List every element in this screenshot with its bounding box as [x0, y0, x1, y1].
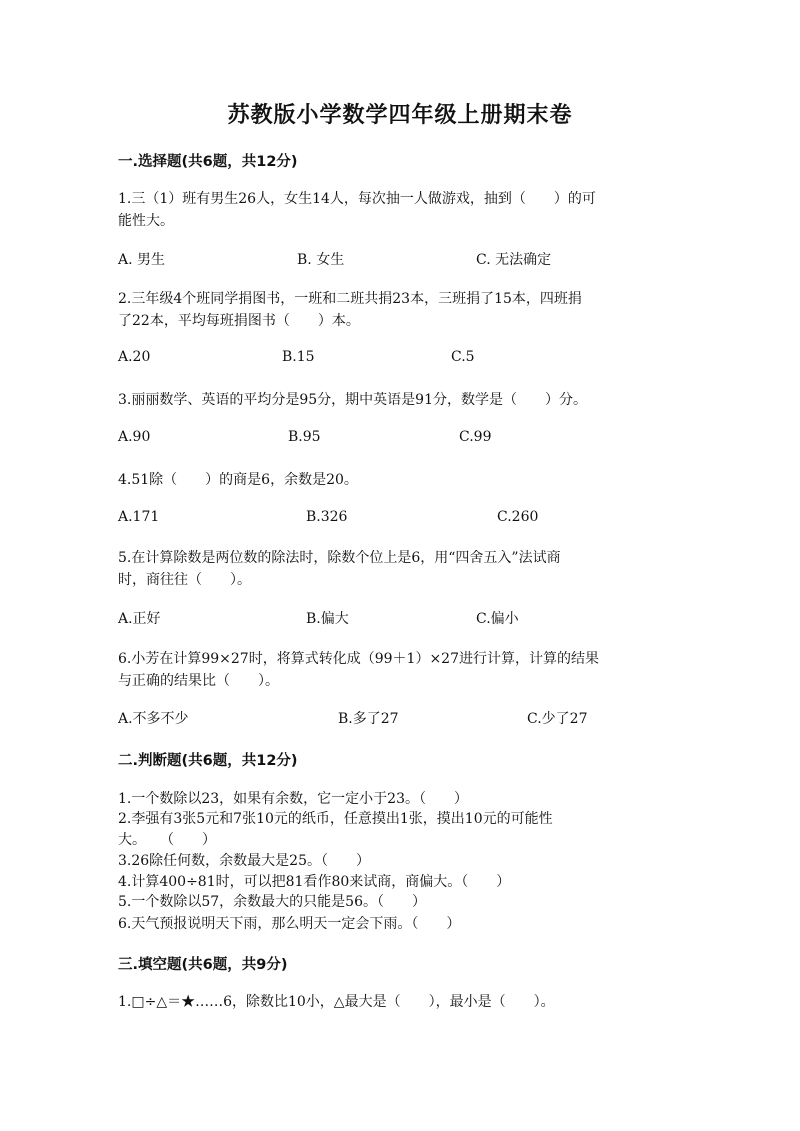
question-4-option-c: C.260 — [497, 509, 539, 525]
question-5-option-a: A.正好 — [118, 611, 161, 627]
section-heading-fill-blank: 三.填空题(共6题，共9分) — [118, 957, 288, 973]
section-heading-choice: 一.选择题(共6题，共12分) — [118, 154, 298, 170]
section-heading-true-false: 二.判断题(共6题，共12分) — [118, 753, 298, 769]
question-1-line-1: 1.三（1）班有男生26人，女生14人，每次抽一人做游戏，抽到（ ）的可 — [118, 191, 596, 207]
question-1-option-a: A. 男生 — [118, 252, 166, 268]
question-5-option-c: C.偏小 — [476, 611, 519, 627]
question-2-line-1: 2.三年级4个班同学捐图书，一班和二班共捐23本，三班捐了15本，四班捐 — [118, 291, 582, 307]
question-4-line-1: 4.51除（ ）的商是6，余数是20。 — [118, 472, 358, 488]
question-6-option-a: A.不多不少 — [118, 711, 189, 727]
judge-line-5: 4.计算400÷81时，可以把81看作80来试商，商偏大。（ ） — [118, 874, 511, 890]
fill-blank-line-1: 1.□÷△＝★……6，除数比10小，△最大是（ ），最小是（ ）。 — [118, 994, 555, 1010]
question-4-option-a: A.171 — [118, 509, 160, 525]
question-3-option-c: C.99 — [459, 429, 492, 445]
question-6-option-c: C.少了27 — [527, 711, 588, 727]
question-3-line-1: 3.丽丽数学、英语的平均分是95分，期中英语是91分，数学是（ ）分。 — [118, 392, 587, 408]
question-4-option-b: B.326 — [306, 509, 348, 525]
question-5-option-b: B.偏大 — [306, 611, 349, 627]
question-1-option-c: C. 无法确定 — [476, 252, 552, 268]
question-2-option-c: C.5 — [451, 349, 475, 365]
judge-line-2: 2.李强有3张5元和7张10元的纸币，任意摸出1张，摸出10元的可能性 — [118, 811, 553, 827]
question-5-line-1: 5.在计算除数是两位数的除法时，除数个位上是6，用“四舍五入”法试商 — [118, 550, 561, 566]
question-1-line-2: 能性大。 — [118, 213, 174, 229]
judge-line-3: 大。 （ ） — [118, 832, 216, 848]
question-2-option-a: A.20 — [118, 349, 151, 365]
question-5-line-2: 时，商往往（ ）。 — [118, 572, 251, 588]
page-title: 苏教版小学数学四年级上册期末卷 — [227, 102, 573, 128]
question-1-option-b: B. 女生 — [297, 252, 345, 268]
question-6-line-2: 与正确的结果比（ ）。 — [118, 673, 279, 689]
question-2-option-b: B.15 — [282, 349, 315, 365]
judge-line-4: 3.26除任何数，余数最大是25。（ ） — [118, 853, 370, 869]
judge-line-7: 6.天气预报说明天下雨，那么明天一定会下雨。（ ） — [118, 916, 461, 932]
question-6-line-1: 6.小芳在计算99×27时，将算式转化成（99＋1）×27进行计算，计算的结果 — [118, 651, 599, 667]
question-3-option-a: A.90 — [118, 429, 151, 445]
question-3-option-b: B.95 — [288, 429, 321, 445]
judge-line-6: 5.一个数除以57，余数最大的只能是56。（ ） — [118, 894, 426, 910]
judge-line-1: 1.一个数除以23，如果有余数，它一定小于23。（ ） — [118, 791, 468, 807]
question-6-option-b: B.多了27 — [338, 711, 399, 727]
question-2-line-2: 了22本，平均每班捐图书（ ）本。 — [118, 313, 360, 329]
